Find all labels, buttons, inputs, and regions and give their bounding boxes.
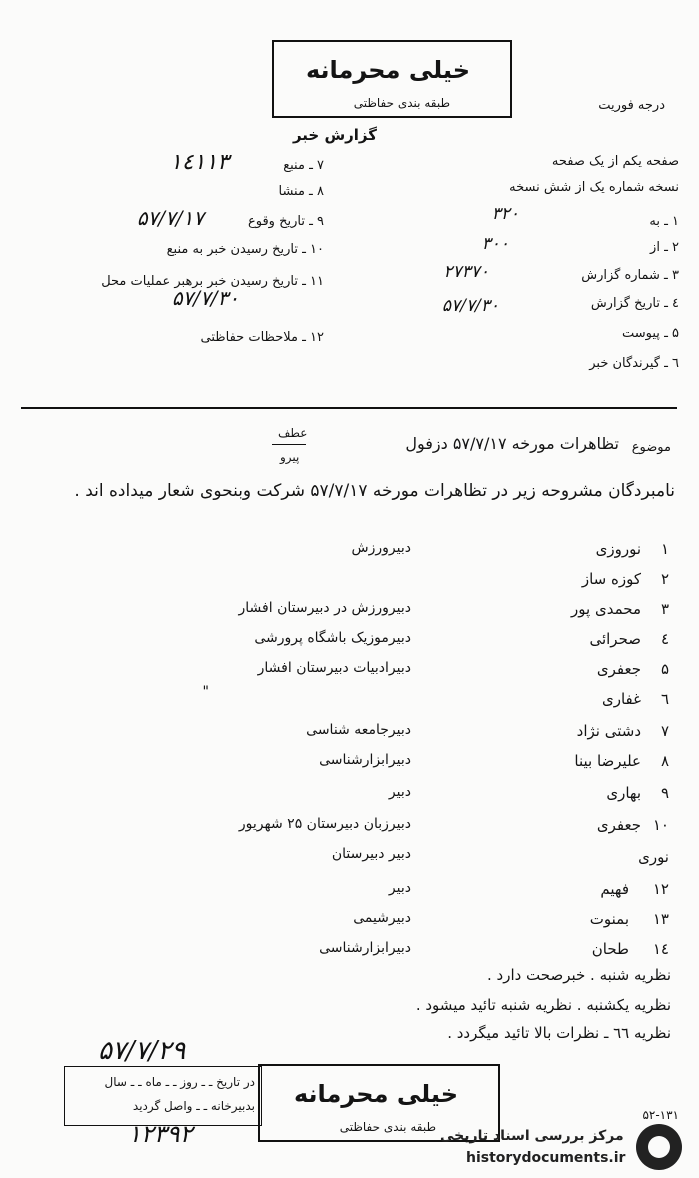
list-item-number: ۱۳	[652, 910, 669, 928]
watermark-logo-inner-icon	[648, 1136, 670, 1158]
list-item-number: ۷	[660, 722, 669, 740]
subject-label: موضوع	[631, 440, 671, 455]
classification-stamp-top	[272, 40, 512, 118]
list-item-name: دشتی نژاد	[576, 722, 641, 740]
list-item-desc: "	[202, 684, 209, 700]
list-item-desc: دبیرزبان دبیرستان ۲۵ شهریور	[238, 816, 411, 832]
list-item-name: نوری	[638, 848, 669, 866]
copy-number-field: نسخه شماره یک از شش نسخه	[509, 180, 679, 195]
list-item-name: فهیم	[600, 880, 629, 898]
list-item-number: ۱۰	[652, 816, 669, 834]
list-item-number: ۳	[660, 600, 669, 618]
handwritten-date: ۵۷/۷/۲۹	[98, 1036, 186, 1066]
list-item-desc: دبیرجامعه شناسی	[306, 722, 411, 738]
subject-ref-bottom: پیرو	[280, 450, 300, 464]
to-field-value: ۳۲۰	[491, 204, 519, 224]
list-item-desc: دبیر	[388, 880, 411, 896]
list-item-name: محمدی پور	[571, 600, 641, 618]
opinion-66: نظریه ٦٦ ـ نظرات بالا تائید میگردد .	[447, 1024, 671, 1042]
list-item-desc: دبیر	[388, 784, 411, 800]
list-item-desc: دبیرابزارشناسی	[319, 752, 411, 768]
list-item-name: غفاری	[602, 690, 641, 708]
subject-ref-top: عطف	[278, 426, 308, 440]
list-item-name: بمنوت	[589, 910, 629, 928]
source-value: ۱٤۱۱۳	[169, 150, 229, 175]
list-item-name: نوروزی	[595, 540, 641, 558]
list-item-number: ٦	[660, 690, 669, 708]
list-item-name: طحان	[591, 940, 629, 958]
report-title: گزارش خبر	[292, 126, 377, 144]
receipt-line-2: بدبیرخانه ـ ـ واصل گردید	[132, 1099, 255, 1113]
list-item-desc: دبیرادبیات دبیرستان افشار	[257, 660, 411, 676]
watermark-title: مرکز بررسی اسناد تاریخی	[440, 1128, 624, 1144]
page-count-field: صفحه یکم از یک صفحه	[551, 154, 679, 169]
news-to-leader-date-value: ۵۷/۷/۳۰	[171, 286, 239, 310]
subject-text: تظاهرات مورخه ۵۷/۷/۱۷ دزفول	[405, 434, 619, 453]
header-divider	[21, 407, 677, 409]
classification-stamp-sub: طبقه بندی حفاظتی	[353, 96, 450, 110]
news-to-leader-date-label: ۱۱ ـ تاریخ رسیدن خبر برهبر عملیات محل	[101, 274, 324, 289]
list-item-number: ۱	[660, 540, 669, 558]
classification-stamp-sub: طبقه بندی حفاظتی	[339, 1120, 436, 1134]
occurrence-date-label: ۹ ـ تاریخ وقوع	[247, 214, 324, 229]
news-to-source-date-label: ۱۰ ـ تاریخ رسیدن خبر به منبع	[166, 242, 324, 257]
report-date-label: ٤ ـ تاریخ گزارش	[590, 296, 679, 311]
security-notes-label: ۱۲ ـ ملاحظات حفاظتی	[200, 330, 324, 345]
list-item-desc: دبیر دبیرستان	[331, 846, 411, 862]
classification-stamp-main: خیلی محرمانه	[305, 56, 470, 84]
list-item-number: ۱٤	[652, 940, 669, 958]
list-item-desc: دبیرموزیک باشگاه پرورشی	[254, 630, 411, 646]
report-number-label: ۳ ـ شماره گزارش	[581, 268, 679, 283]
receipt-number: ۱۲۳۹۲	[128, 1120, 193, 1148]
list-item-desc: دبیرشیمی	[353, 910, 411, 926]
urgency-label: درجه فوریت	[598, 98, 665, 113]
subject-ref-divider	[272, 444, 306, 445]
list-item-desc: دبیرابزارشناسی	[319, 940, 411, 956]
list-item-number: ٤	[660, 630, 669, 648]
list-item-number: ۹	[660, 784, 669, 802]
list-item-number: ۱۲	[652, 880, 669, 898]
list-item-number: ۸	[660, 752, 669, 770]
footer-code: ۵۲-۱۳۱	[642, 1108, 679, 1122]
list-item-number: ۵	[660, 660, 669, 678]
list-item-desc: دبیرورزش	[351, 540, 411, 556]
list-item-desc: دبیرورزش در دبیرستان افشار	[238, 600, 411, 616]
from-field-label: ۲ ـ از	[650, 240, 679, 255]
list-item-name: علیرضا بینا	[574, 752, 641, 770]
opinion-saturday: نظریه شنبه . خبرصحت دارد .	[486, 966, 671, 984]
report-number-value: ۲۷۳۷۰	[443, 262, 489, 282]
list-item-name: کوزه ساز	[581, 570, 641, 588]
occurrence-date-value: ۵۷/۷/۱۷	[136, 206, 204, 230]
source-label: ۷ ـ منبع	[283, 158, 324, 173]
list-item-number: ۲	[660, 570, 669, 588]
origin-label: ۸ ـ منشا	[278, 184, 324, 199]
report-date-value: ۵۷/۷/۳۰	[441, 296, 499, 316]
from-field-value: ۳۰۰	[481, 234, 509, 254]
list-item-name: جعفری	[596, 660, 641, 678]
recipients-label: ٦ ـ گیرندگان خبر	[589, 356, 679, 371]
receipt-line-1: در تاریخ ـ ـ روز ـ ـ ماه ـ ـ سال	[104, 1075, 255, 1089]
intro-paragraph: نامبردگان مشروحه زیر در تظاهرات مورخه ۵۷/۷/۱۷ شرکت وبنحوی شعار میداده اند .	[74, 481, 675, 501]
opinion-sunday: نظریه یکشنبه . نظریه شنبه تائید میشود .	[415, 996, 671, 1014]
receipt-box	[64, 1066, 262, 1126]
list-item-name: جعفری	[596, 816, 641, 834]
classification-stamp-main: خیلی محرمانه	[293, 1080, 458, 1108]
to-field-label: ۱ ـ به	[649, 214, 679, 229]
list-item-name: صحرائی	[589, 630, 641, 648]
list-item-name: بهاری	[606, 784, 641, 802]
attachment-label: ۵ ـ پیوست	[622, 326, 679, 341]
watermark-url: historydocuments.ir	[466, 1150, 626, 1166]
